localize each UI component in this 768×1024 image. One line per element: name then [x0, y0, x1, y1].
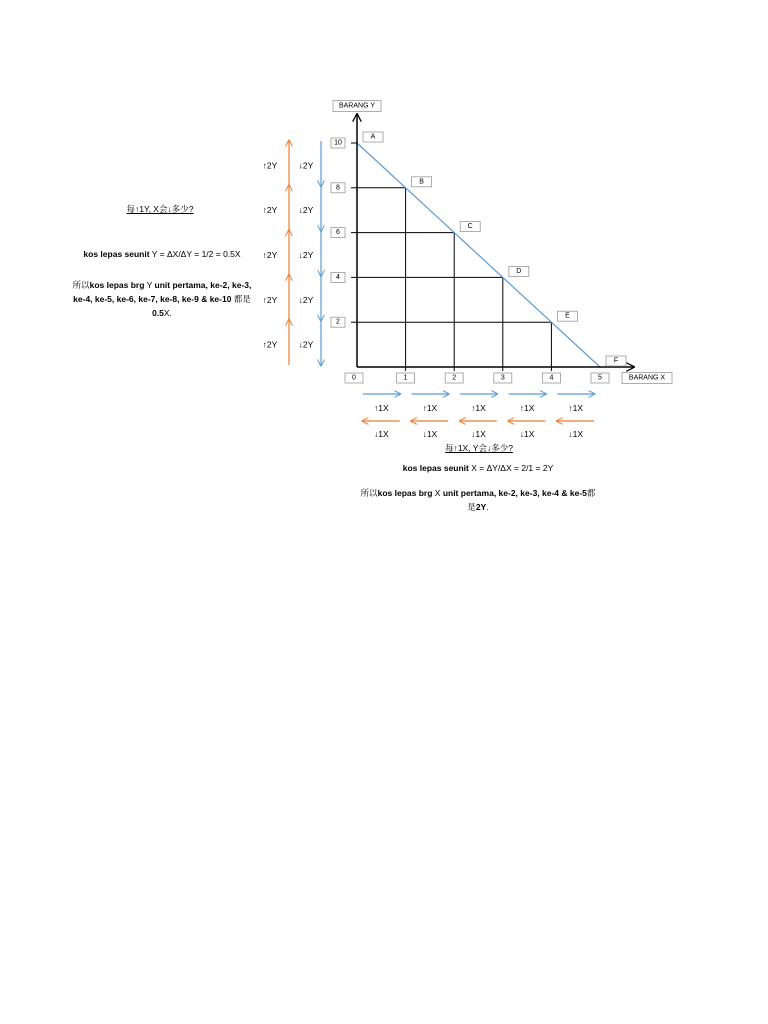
- left-formula-rest: Y = ΔX/ΔY = 1/2 = 0.5X: [149, 249, 241, 259]
- left-conclusion-bold2: unit pertama, ke-2, ke-3, ke-4, ke-5, ke-6, ke-7, ke-8, ke-9 & ke-10: [73, 280, 252, 304]
- y-tick-label-6: 6: [336, 229, 340, 237]
- y-down-label-4: ↓2Y: [298, 294, 314, 305]
- bottom-conclusion-end: .: [486, 502, 489, 512]
- x-tick-label-1: 1: [403, 374, 408, 382]
- y-tick-label-8: 8: [336, 184, 340, 192]
- bottom-formula: [378, 461, 578, 475]
- x-left-label-4: ↓1X: [519, 429, 535, 439]
- left-question: [95, 202, 225, 216]
- left-conclusion-post: 都是: [231, 294, 251, 304]
- x-left-label-2: ↓1X: [422, 429, 438, 439]
- bottom-conclusion-bold3: 2Y: [475, 502, 487, 512]
- y-down-label-1: ↓2Y: [298, 160, 314, 171]
- bottom-question: [414, 441, 544, 455]
- left-question-text: 每↑1Y, X会↓多少?: [126, 204, 194, 214]
- bottom-conclusion-pre: 所以: [360, 488, 378, 498]
- x-right-label-2: ↑1X: [422, 403, 438, 413]
- point-label-d: D: [516, 267, 522, 275]
- frontier-line: [357, 143, 600, 367]
- left-conclusion-bold: kos lepas brg: [89, 280, 145, 290]
- y-up-label-5: ↑2Y: [262, 339, 278, 350]
- x-axis-title: BARANG X: [628, 374, 666, 382]
- point-label-a: A: [370, 133, 376, 141]
- bottom-conclusion-bold: kos lepas brg: [377, 488, 433, 498]
- x-right-label-4: ↑1X: [519, 403, 535, 413]
- x-left-label-5: ↓1X: [568, 429, 584, 439]
- y-down-label-2: ↓2Y: [298, 205, 314, 216]
- y-axis-title: BARANG Y: [338, 102, 376, 110]
- bottom-formula-rest: X = ΔY/ΔX = 2/1 = 2Y: [468, 463, 554, 473]
- left-conclusion-pre: 所以: [72, 280, 90, 290]
- bottom-conclusion: [360, 486, 596, 514]
- x-right-label-3: ↑1X: [471, 403, 486, 413]
- bottom-conclusion-post: 都是: [467, 488, 596, 512]
- y-tick-label-4: 4: [336, 273, 340, 281]
- point-label-f: F: [613, 357, 619, 365]
- y-up-label-4: ↑2Y: [262, 294, 278, 305]
- x-left-label-3: ↓1X: [471, 429, 486, 439]
- x-tick-label-4: 4: [549, 374, 554, 382]
- origin-label: 0: [352, 374, 356, 382]
- y-down-label-3: ↓2Y: [298, 250, 314, 260]
- bottom-question-text: 每↑1X, Y会↓多少?: [445, 443, 513, 453]
- x-tick-label-2: 2: [452, 374, 457, 382]
- x-tick-label-5: 5: [598, 374, 602, 382]
- y-up-label-2: ↑2Y: [262, 205, 278, 216]
- y-tick-label-10: 10: [334, 139, 342, 147]
- y-up-label-1: ↑2Y: [262, 160, 278, 171]
- left-conclusion: [66, 278, 258, 320]
- point-label-e: E: [565, 312, 570, 320]
- point-label-c: C: [467, 223, 473, 231]
- left-formula-bold: kos lepas seunit: [83, 249, 150, 259]
- x-right-label-5: ↑1X: [568, 403, 584, 413]
- bottom-formula-bold: kos lepas seunit: [402, 463, 469, 473]
- x-left-label-1: ↓1X: [373, 429, 389, 439]
- y-down-label-5: ↓2Y: [298, 339, 314, 350]
- left-conclusion-end: X.: [163, 308, 172, 318]
- y-up-label-3: ↑2Y: [262, 250, 278, 260]
- left-conclusion-bold3: 0.5: [152, 308, 164, 318]
- y-tick-label-2: 2: [336, 318, 340, 326]
- point-label-b: B: [419, 178, 424, 186]
- x-tick-label-3: 3: [500, 374, 505, 382]
- x-right-label-1: ↑1X: [373, 403, 389, 413]
- left-conclusion-mid: Y: [144, 280, 155, 290]
- bottom-conclusion-mid: X: [432, 488, 443, 498]
- left-formula: [62, 247, 262, 261]
- bottom-conclusion-bold2: unit pertama, ke-2, ke-3, ke-4 & ke-5: [442, 488, 587, 498]
